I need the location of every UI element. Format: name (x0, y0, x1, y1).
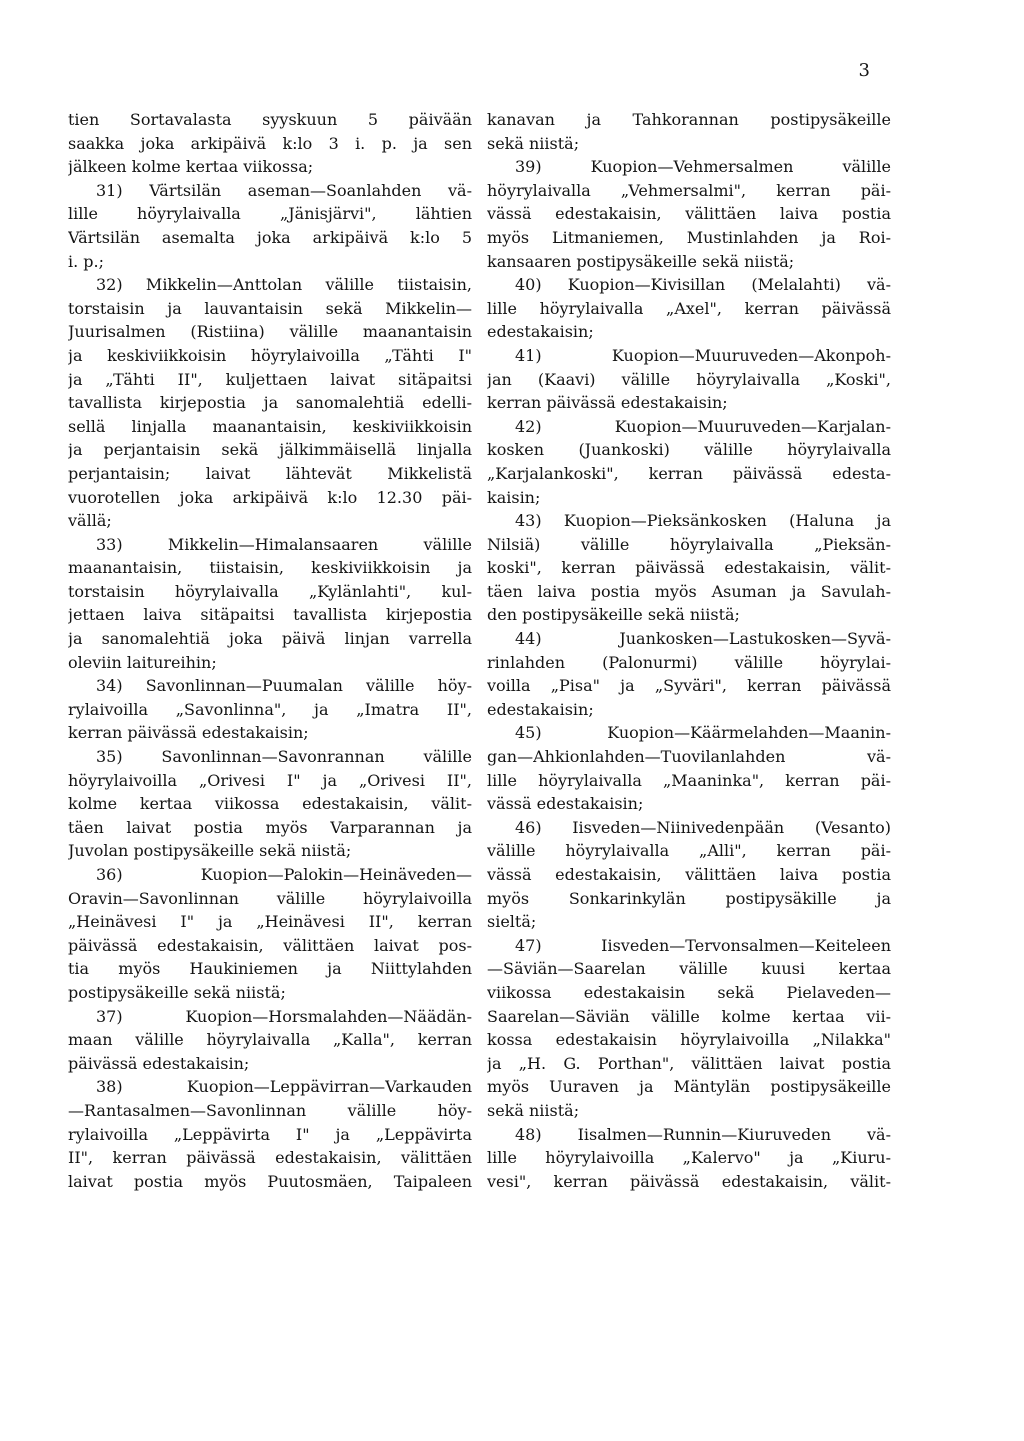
text-line: Saarelan—Säviän välille kolme kertaa vii- (487, 1006, 891, 1026)
text-line: perjantaisin; laivat lähtevät Mikkelistä (68, 463, 472, 483)
text-line: —Rantasalmen—Savonlinnan välille höy- (68, 1100, 472, 1120)
text-line: vässä edestakaisin, välittäen laiva postia (487, 204, 891, 224)
text-line: täen laivat postia myös Varparannan ja (68, 817, 472, 837)
text-line: ja „H. G. Porthan", välittäen laivat postia (487, 1053, 891, 1073)
text-line: jälkeen kolme kertaa viikossa; (68, 157, 314, 177)
text-line: gan—Ahkionlahden—Tuovilanlahden vä- (487, 747, 891, 767)
text-line: sellä linjalla maanantaisin, keskiviikkoisin (68, 416, 472, 436)
text-line: tavallista kirjepostia ja sanomalehtiä edelli- (68, 393, 472, 413)
text-line: 45) Kuopion—Käärmelahden—Maanin- (515, 723, 891, 743)
text-line: sieltä; (487, 912, 537, 932)
right-text-column (487, 108, 891, 1193)
text-line: tia myös Haukiniemen ja Niittylahden (68, 959, 472, 979)
text-line: täen laiva postia myös Asuman ja Savulah- (487, 581, 891, 601)
text-line: myös Litmaniemen, Mustinlahden ja Roi- (487, 227, 891, 247)
text-line: ja „Tähti II", kuljettaen laivat sitäpaitsi (68, 369, 472, 389)
text-line: ja sanomalehtiä joka päivä linjan varrella (68, 629, 472, 649)
text-line: kosken (Juankoski) välille höyrylaivalla (487, 440, 891, 460)
text-line: 47) Iisveden—Tervonsalmen—Keiteleen (515, 935, 891, 955)
text-line: tien Sortavalasta syyskuun 5 päivään (68, 110, 472, 129)
text-line: edestakaisin; (487, 699, 594, 719)
text-line: 31) Värtsilän aseman—Soanlahden vä- (96, 180, 472, 200)
text-line: Juvolan postipysäkeille sekä niistä; (68, 841, 352, 861)
text-line: 32) Mikkelin—Anttolan välille tiistaisin, (96, 275, 472, 295)
text-line: 35) Savonlinnan—Savonrannan välille (96, 747, 472, 767)
text-line: torstaisin ja lauvantaisin sekä Mikkelin— (68, 298, 472, 318)
text-line: rylaivoilla „Savonlinna", ja „Imatra II", (68, 699, 472, 719)
text-line: laivat postia myös Puutosmäen, Taipaleen (68, 1171, 472, 1191)
text-line: kolme kertaa viikossa edestakaisin, välit- (68, 794, 472, 814)
text-line: saakka joka arkipäivä k:lo 3 i. p. ja sen (68, 133, 472, 153)
text-line: 33) Mikkelin—Himalansaaren välille (96, 534, 472, 554)
text-line: torstaisin höyrylaivalla „Kylänlahti", kul- (68, 581, 472, 601)
text-line: sekä niistä; (487, 1100, 580, 1120)
left-text-column (68, 108, 472, 1193)
text-line: kanavan ja Tahkorannan postipysäkeille (487, 110, 891, 129)
text-line: voilla „Pisa" ja „Syväri", kerran päivässä (487, 676, 891, 696)
text-line: Oravin—Savonlinnan välille höyrylaivoilla (68, 888, 472, 908)
text-line: välille höyrylaivalla „Alli", kerran päi- (487, 841, 891, 861)
text-line: postipysäkeille sekä niistä; (68, 982, 286, 1002)
text-line: höyrylaivalla „Vehmersalmi", kerran päi- (487, 180, 891, 200)
text-line: kerran päivässä edestakaisin; (68, 723, 309, 743)
page-number: 3 (858, 60, 870, 81)
text-line: lille höyrylaivoilla „Kalervo" ja „Kiuru- (487, 1148, 891, 1168)
text-line: lille höyrylaivalla „Jänisjärvi", lähtien (68, 204, 472, 224)
text-line: 48) Iisalmen—Runnin—Kiuruveden vä- (515, 1124, 891, 1144)
text-line: i. p.; (68, 251, 105, 271)
text-line: 46) Iisveden—Niinivedenpään (Vesanto) (515, 817, 891, 837)
text-line: vuorotellen joka arkipäivä k:lo 12.30 päi- (68, 487, 472, 507)
text-line: 41) Kuopion—Muuruveden—Akonpoh- (515, 345, 891, 365)
text-line: kaisin; (487, 487, 541, 507)
text-line: „Heinävesi I" ja „Heinävesi II", kerran (68, 912, 472, 932)
text-line: päivässä edestakaisin; (68, 1053, 250, 1073)
text-line: vällä; (68, 511, 112, 531)
text-line: maanantaisin, tiistaisin, keskiviikkoisin ja (68, 558, 472, 578)
text-line: vässä edestakaisin, välittäen laiva postia (487, 865, 891, 884)
text-line: 38) Kuopion—Leppävirran—Varkauden (96, 1077, 472, 1097)
text-line: höyrylaivoilla „Orivesi I" ja „Orivesi II", (68, 770, 472, 790)
text-line: lille höyrylaivalla „Axel", kerran päivässä (487, 298, 891, 318)
text-line: kerran päivässä edestakaisin; (487, 393, 728, 413)
text-line: —Säviän—Saarelan välille kuusi kertaa (487, 959, 891, 979)
text-line: myös Uuraven ja Mäntylän postipysäkeille (487, 1077, 891, 1097)
text-line: koski", kerran päivässä edestakaisin, välit- (487, 558, 891, 578)
text-line: ja keskiviikkoisin höyrylaivoilla „Tähti I" (68, 345, 472, 365)
text-line: II", kerran päivässä edestakaisin, välittäen (68, 1148, 472, 1168)
text-line: sekä niistä; (487, 133, 580, 153)
text-line: Nilsiä) välille höyrylaivalla „Pieksän- (487, 534, 891, 554)
text-line: rylaivoilla „Leppävirta I" ja „Leppävirta (68, 1124, 472, 1144)
text-line: edestakaisin; (487, 322, 594, 342)
text-line: kossa edestakaisin höyrylaivoilla „Nilakka" (487, 1030, 891, 1050)
text-line: 39) Kuopion—Vehmersalmen välille (515, 157, 891, 177)
text-line: „Karjalankoski", kerran päivässä edesta- (487, 463, 891, 483)
text-line: päivässä edestakaisin, välittäen laivat pos- (68, 935, 472, 955)
text-line: 34) Savonlinnan—Puumalan välille höy- (96, 676, 472, 696)
text-line: 43) Kuopion—Pieksänkosken (Haluna ja (515, 511, 891, 531)
text-line: 36) Kuopion—Palokin—Heinäveden— (96, 865, 472, 884)
text-line: 37) Kuopion—Horsmalahden—Näädän- (96, 1006, 472, 1026)
text-line: lille höyrylaivalla „Maaninka", kerran päi- (487, 770, 891, 790)
text-line: rinlahden (Palonurmi) välille höyrylai- (487, 652, 891, 672)
text-line: myös Sonkarinkylän postipysäkille ja (487, 888, 891, 908)
text-line: 42) Kuopion—Muuruveden—Karjalan- (515, 416, 891, 436)
text-line: kansaaren postipysäkeille sekä niistä; (487, 251, 795, 271)
text-line: maan välille höyrylaivalla „Kalla", kerran (68, 1030, 472, 1050)
text-line: vesi", kerran päivässä edestakaisin, välit- (487, 1171, 891, 1191)
text-line: Värtsilän asemalta joka arkipäivä k:lo 5 (68, 227, 472, 247)
text-line: jan (Kaavi) välille höyrylaivalla „Koski", (487, 369, 891, 389)
text-line: den postipysäkeille sekä niistä; (487, 605, 740, 625)
text-line: oleviin laitureihin; (68, 652, 217, 672)
text-line: vässä edestakaisin; (487, 794, 644, 814)
text-line: ja perjantaisin sekä jälkimmäisellä linjalla (68, 440, 472, 460)
text-line: 40) Kuopion—Kivisillan (Melalahti) vä- (515, 275, 891, 295)
text-line: 44) Juankosken—Lastukosken—Syvä- (515, 629, 891, 649)
text-line: viikossa edestakaisin sekä Pielaveden— (487, 982, 891, 1002)
text-line: Juurisalmen (Ristiina) välille maanantaisin (68, 322, 472, 342)
text-line: jettaen laiva sitäpaitsi tavallista kirjepostia (68, 605, 472, 625)
